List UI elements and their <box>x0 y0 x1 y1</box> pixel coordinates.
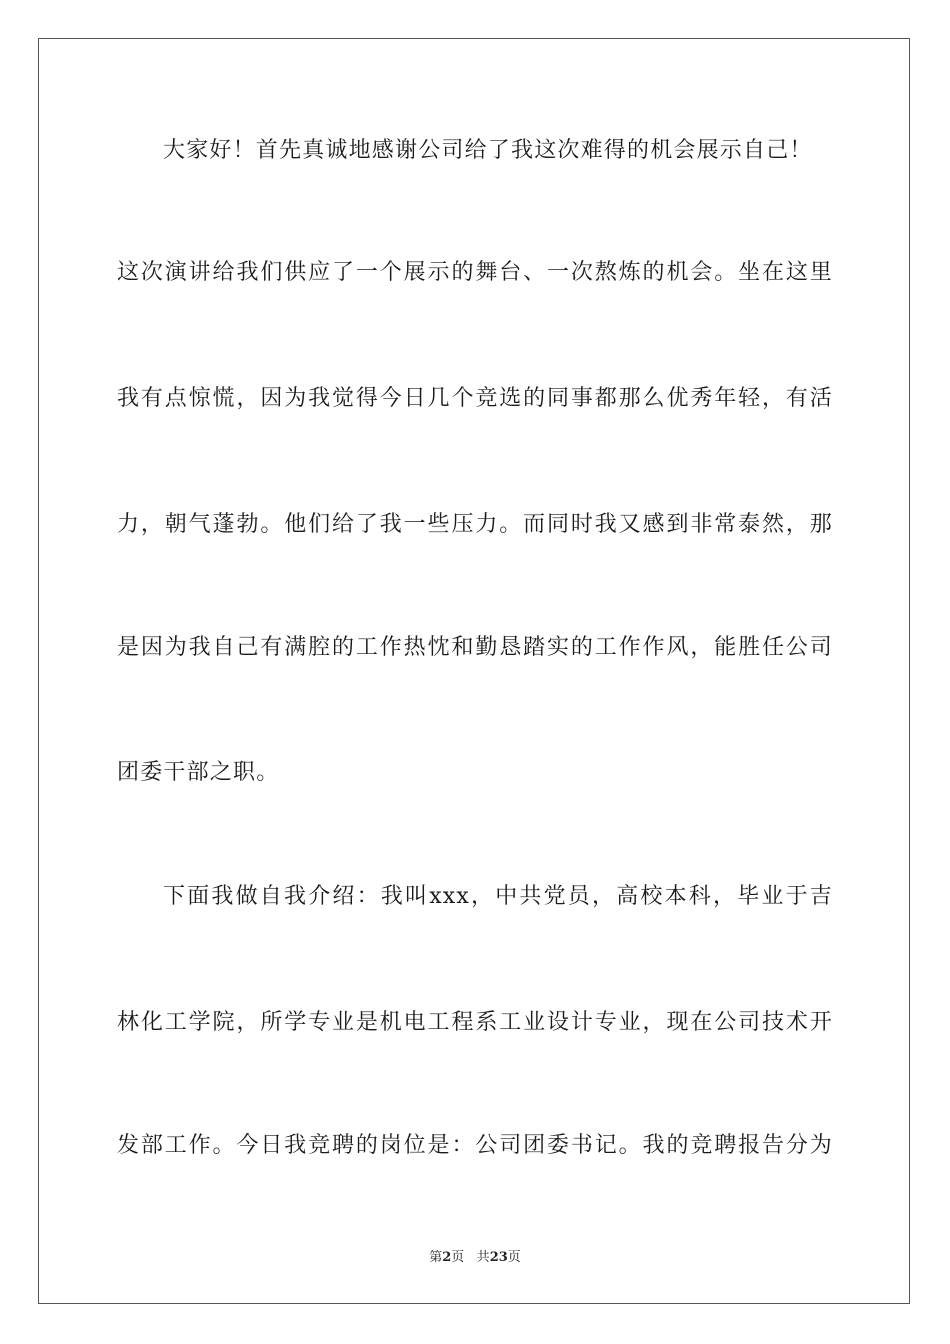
paragraph-line-7: 下面我做自我介绍：我叫xxx，中共党员，高校本科，毕业于吉 <box>163 884 833 909</box>
paragraph-line-6: 团委干部之职。 <box>117 760 280 785</box>
footer-page-suffix: 页 <box>451 1250 465 1265</box>
footer-total-suffix: 页 <box>507 1250 521 1265</box>
page-footer <box>0 1246 950 1265</box>
footer-page-prefix: 第 <box>429 1250 443 1265</box>
paragraph-line-3: 我有点惊慌，因为我觉得今日几个竞选的同事都那么优秀年轻，有活 <box>117 386 833 411</box>
paragraph-line-9: 发部工作。今日我竞聘的岗位是：公司团委书记。我的竞聘报告分为 <box>117 1133 833 1158</box>
footer-total-prefix: 共 <box>476 1250 490 1265</box>
paragraph-line-5: 是因为我自己有满腔的工作热忱和勤恳踏实的工作作风，能胜任公司 <box>117 635 833 660</box>
paragraph-line-2: 这次演讲给我们供应了一个展示的舞台、一次熬炼的机会。坐在这里 <box>117 260 833 285</box>
paragraph-line-8: 林化工学院，所学专业是机电工程系工业设计专业，现在公司技术开 <box>117 1010 833 1035</box>
footer-total-pages: 23 <box>489 1250 508 1265</box>
paragraph-line-1: 大家好！首先真诚地感谢公司给了我这次难得的机会展示自己！ <box>163 138 813 163</box>
paragraph-line-4: 力，朝气蓬勃。他们给了我一些压力。而同时我又感到非常泰然，那 <box>117 512 833 537</box>
footer-page-number: 2 <box>442 1250 452 1265</box>
page-frame <box>38 38 910 1304</box>
